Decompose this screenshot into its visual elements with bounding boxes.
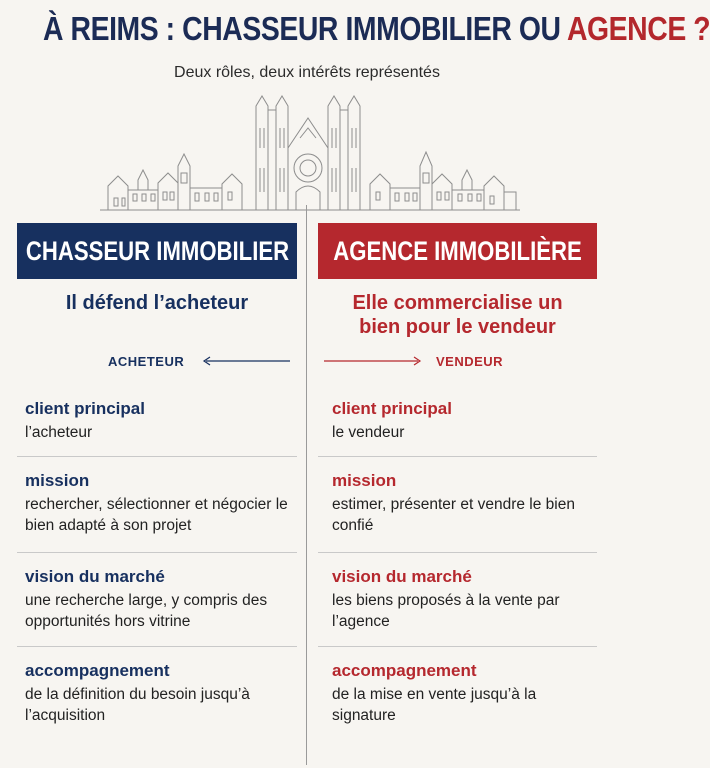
banner-left-label: CHASSEUR IMMOBILIER bbox=[25, 235, 289, 266]
item-desc: de la mise en vente jusqu’à la signature bbox=[332, 686, 537, 724]
page-title bbox=[42, 10, 710, 48]
separator bbox=[318, 552, 597, 553]
reims-skyline-illustration bbox=[0, 88, 614, 213]
page-subtitle: Deux rôles, deux intérêts représentés bbox=[174, 64, 440, 81]
banner-agence-immobiliere bbox=[318, 223, 597, 279]
item-label: client principal bbox=[332, 399, 452, 418]
role-right: Elle commercialise un bien pour le vendeur bbox=[352, 292, 563, 338]
banner-right-label: AGENCE IMMOBILIÈRE bbox=[333, 235, 582, 266]
separator bbox=[318, 456, 597, 457]
role-left: Il défend l’acheteur bbox=[65, 292, 249, 314]
left-item-accompagnement bbox=[25, 660, 295, 726]
separator bbox=[17, 552, 297, 553]
item-label: vision du marché bbox=[25, 567, 165, 586]
item-desc: de la définition du besoin jusqu’à l’acquisition bbox=[25, 686, 250, 724]
item-label: mission bbox=[332, 471, 397, 490]
right-item-accompagnement bbox=[332, 660, 602, 726]
item-label: client principal bbox=[25, 399, 145, 418]
item-label: mission bbox=[25, 471, 90, 490]
item-label: accompagnement bbox=[332, 661, 477, 680]
arrow-left-icon bbox=[200, 354, 292, 368]
separator bbox=[318, 646, 597, 647]
arrow-right-icon bbox=[324, 354, 424, 368]
right-item-client-principal bbox=[332, 398, 602, 443]
separator bbox=[17, 456, 297, 457]
item-desc: estimer, présenter et vendre le bien confié bbox=[332, 496, 575, 534]
item-label: vision du marché bbox=[332, 567, 472, 586]
right-item-mission bbox=[332, 470, 602, 536]
center-divider bbox=[306, 205, 307, 765]
title-part-red: AGENCE ? bbox=[566, 10, 710, 47]
separator bbox=[17, 646, 297, 647]
item-desc: une recherche large, y compris des opportunités hors vitrine bbox=[25, 592, 268, 630]
party-vendeur: VENDEUR bbox=[436, 354, 504, 369]
banner-chasseur-immobilier bbox=[17, 223, 297, 279]
item-desc: le vendeur bbox=[332, 424, 405, 441]
item-desc: l’acheteur bbox=[25, 424, 93, 441]
left-item-vision-du-marche bbox=[25, 566, 295, 632]
party-acheteur: ACHETEUR bbox=[108, 354, 185, 369]
left-item-mission bbox=[25, 470, 295, 536]
title-part-navy: À REIMS : CHASSEUR IMMOBILIER OU bbox=[42, 10, 567, 47]
item-desc: rechercher, sélectionner et négocier le bien adapté à son projet bbox=[25, 496, 288, 534]
item-label: accompagnement bbox=[25, 661, 170, 680]
item-desc: les biens proposés à la vente par l’agence bbox=[332, 592, 560, 630]
right-item-vision-du-marche bbox=[332, 566, 602, 632]
left-item-client-principal bbox=[25, 398, 295, 443]
